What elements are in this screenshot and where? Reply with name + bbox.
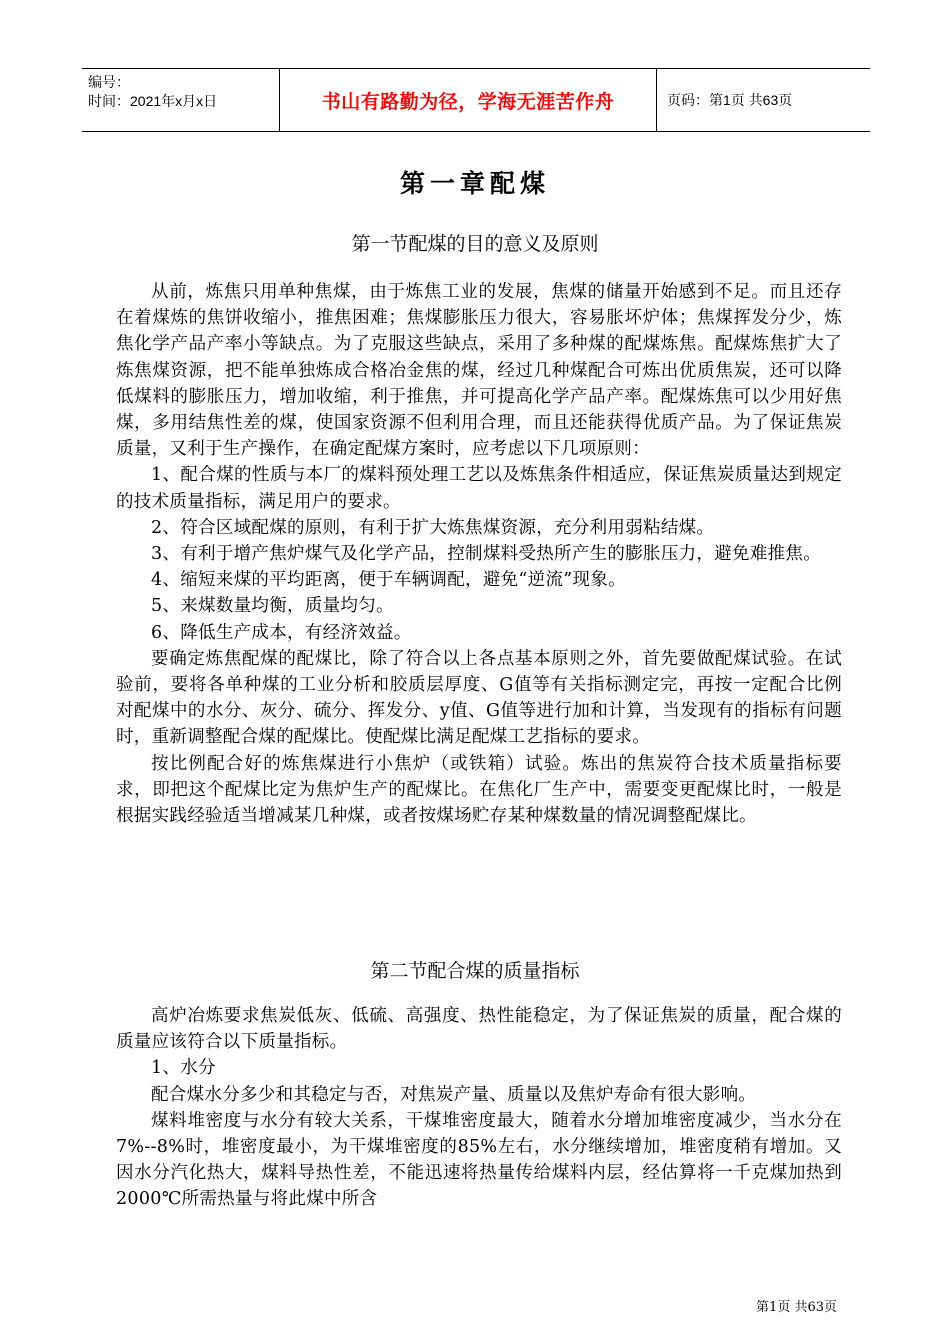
header-motto: 书山有路勤为径，学海无涯苦作舟 <box>280 69 657 131</box>
paragraph: 高炉冶炼要求焦炭低灰、低硫、高强度、热性能稳定，为了保证焦炭的质量，配合煤的质量应该符合以下质量指标。 <box>116 1006 842 1053</box>
section2-title: 第二节配合煤的质量指标 <box>370 960 580 982</box>
paragraph: 从前，炼焦只用单种焦煤，由于炼焦工业的发展，焦煤的储量开始感到不足。而且还存在着煤炼的焦饼收缩小，推焦困难；焦煤膨胀压力很大，容易胀坏炉体；焦煤挥发分少，炼焦化学产品产率小等缺点。为了克服这些缺点，采用了多种煤的配煤炼焦。配煤炼焦扩大了炼焦煤资源，把不能单独炼成合格冶金焦的煤，经过几种煤配合可炼出优质焦炭，还可以降低煤料的膨胀压力，增加收缩，利于推焦，并可提高化学产品产率。配煤炼焦可以少用好焦煤，多用结焦性差的煤，使国家资源不但利用合理，而且还能获得优质产品。为了保证焦炭质量，又利于生产操作，在确定配煤方案时，应考虑以下几项原则： <box>116 282 842 460</box>
page-header <box>82 68 870 132</box>
paragraph: 3、有利于增产焦炉煤气及化学产品，控制煤料受热所产生的膨胀压力，避免难推焦。 <box>151 544 822 565</box>
paragraph: 配合煤水分多少和其稳定与否，对焦炭产量、质量以及焦炉寿命有很大影响。 <box>151 1084 757 1105</box>
paragraph: 按比例配合好的炼焦煤进行小焦炉（或铁箱）试验。炼出的焦炭符合技术质量指标要求，即把这个配煤比定为焦炉生产的配煤比。在焦化厂生产中，需要变更配煤比时，一般是根据实践经验适当增减某几种煤，或者按煤场贮存某种煤数量的情况调整配煤比。 <box>116 753 842 827</box>
paragraph: 煤料堆密度与水分有较大关系，干煤堆密度最大，随着水分增加堆密度减少，当水分在7%--8%时，堆密度最小，为干煤堆密度的85%左右，水分继续增加，堆密度稍有增加。又因水分汽化热大，煤料导热性差，不能迅速将热量传给煤料内层，经估算将一千克煤加热到2000℃所需热量与将此煤中所含 <box>116 1110 842 1210</box>
paragraph: 1、配合煤的性质与本厂的煤料预处理工艺以及炼焦条件相适应，保证焦炭质量达到规定的技术质量指标，满足用户的要求。 <box>116 465 842 512</box>
section1-title: 第一节配煤的目的意义及原则 <box>351 233 599 255</box>
header-number-label: 编号： <box>88 74 130 90</box>
chapter-title: 第一章配煤 <box>399 169 550 198</box>
footer-page-number: 第1页 共63页 <box>756 1300 837 1315</box>
section2-body <box>116 1003 842 1213</box>
paragraph: 5、来煤数量均衡，质量均匀。 <box>151 596 394 617</box>
paragraph: 6、降低生产成本，有经济效益。 <box>151 622 412 643</box>
paragraph: 2、符合区域配煤的原则，有利于扩大炼焦煤资源，充分利用弱粘结煤。 <box>151 517 715 538</box>
paragraph: 要确定炼焦配煤的配煤比，除了符合以上各点基本原则之外，首先要做配煤试验。在试验前，要将各单种煤的工业分析和胶质层厚度、G值等有关指标测定完，再按一定配合比例对配煤中的水分、灰分、硫分、挥发分、y值、G值等进行加和计算，当发现有的指标有问题时，重新调整配合煤的配煤比。使配煤比满足配煤工艺指标的要求。 <box>116 648 842 748</box>
header-meta <box>82 69 280 131</box>
section1-body <box>116 279 842 829</box>
paragraph: 4、缩短来煤的平均距离，便于车辆调配，避免“逆流”现象。 <box>151 570 626 591</box>
header-page-code: 页码：第1页 共63页 <box>667 92 793 108</box>
paragraph: 1、水分 <box>151 1058 216 1079</box>
header-time-label: 时间：2021年x月x日 <box>88 93 218 109</box>
